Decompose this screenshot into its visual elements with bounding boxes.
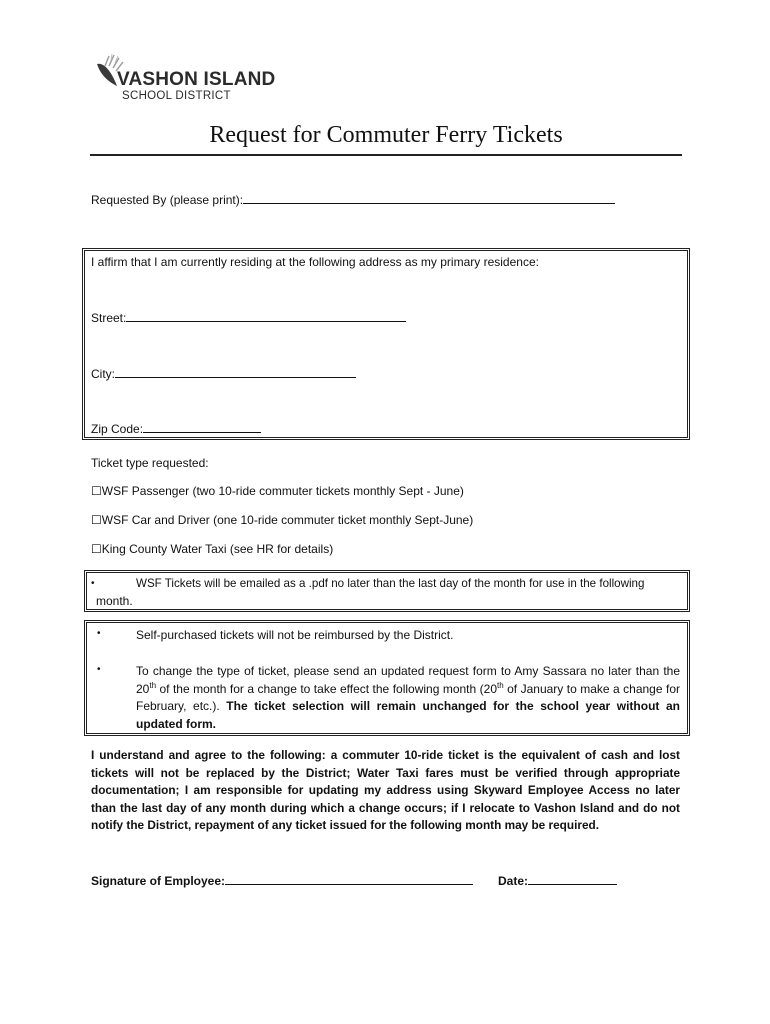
option-water-taxi[interactable] <box>91 542 333 556</box>
logo-name: VASHON ISLAND <box>117 69 276 90</box>
option-wsf-car-driver[interactable] <box>91 513 473 527</box>
affirm-statement: I affirm that I am currently residing at the following address as my primary residence: <box>91 255 539 269</box>
date-row <box>498 873 617 888</box>
option-label: WSF Car and Driver (one 10-ride commuter ticket monthly Sept-June) <box>101 513 474 527</box>
district-logo <box>95 52 295 106</box>
self-purchased-notice: Self-purchased tickets will not be reimbursed by the District. <box>136 628 454 642</box>
street-label: Street: <box>91 311 127 325</box>
option-label: King County Water Taxi (see HR for details) <box>101 542 334 556</box>
signature-label: Signature of Employee: <box>91 874 226 888</box>
bullet-icon: • <box>97 628 101 639</box>
zip-label: Zip Code: <box>91 422 144 436</box>
checkbox-icon[interactable]: ☐ <box>91 542 102 556</box>
date-label: Date: <box>498 874 529 888</box>
street-row <box>91 310 406 325</box>
agreement-text: I understand and agree to the following: a commuter 10-ride ticket is the equivalent of cash and lost tickets will not be replaced by the District; Water Taxi fares must be verified through appropriate documentation; I am responsible for updating my address using Skyward Employee Access no later than the last day of any month during which a change occurs; if I relocate to Vashon Island and do not notify the District, repayment of any ticket issued for the following month may be required. <box>91 748 680 832</box>
street-field[interactable] <box>126 310 406 322</box>
checkbox-icon[interactable]: ☐ <box>91 484 102 498</box>
ticket-type-heading: Ticket type requested: <box>91 456 209 470</box>
date-field[interactable] <box>528 873 617 885</box>
requested-by-row <box>91 192 615 207</box>
title-underline <box>90 154 682 156</box>
bullet-icon: • <box>91 578 95 589</box>
page-title: Request for Commuter Ferry Tickets <box>209 122 563 148</box>
city-label: City: <box>91 367 115 381</box>
option-wsf-passenger[interactable] <box>91 484 464 498</box>
zip-row <box>91 421 261 436</box>
signature-row <box>91 873 473 888</box>
requested-by-label: Requested By (please print): <box>91 193 244 207</box>
zip-field[interactable] <box>143 421 261 433</box>
change-ticket-notice: To change the type of ticket, please send an updated request form to Amy Sassara no later than the 20th of the month for a change to take effect the following month (20th of January to make a change for February, etc.). The ticket selection will remain unchanged for the school year without an updated form. <box>136 664 680 731</box>
logo-subtitle: SCHOOL DISTRICT <box>122 90 231 102</box>
signature-field[interactable] <box>225 873 473 885</box>
city-field[interactable] <box>115 366 356 378</box>
option-label: WSF Passenger (two 10-ride commuter tickets monthly Sept - June) <box>101 484 464 498</box>
email-notice-line1: WSF Tickets will be emailed as a .pdf no later than the last day of the month for use in the following <box>136 577 645 590</box>
email-notice-line2: month. <box>96 594 133 608</box>
requested-by-field[interactable] <box>243 192 615 204</box>
city-row <box>91 366 356 381</box>
address-box <box>82 248 690 440</box>
bullet-icon: • <box>97 664 101 675</box>
checkbox-icon[interactable]: ☐ <box>91 513 102 527</box>
change-ticket-bold: The ticket selection will remain unchanged for the school year without an updated form. <box>136 699 680 731</box>
